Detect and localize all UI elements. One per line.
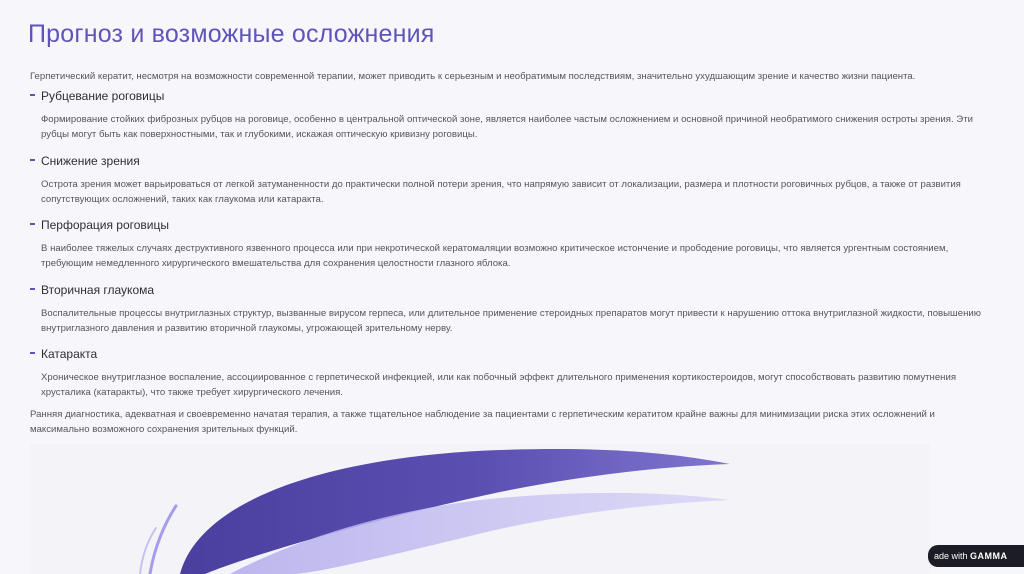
section-text: Воспалительные процессы внутриглазных структур, вызванные вирусом герпеса, или длительное применение стероидных препаратов могут привести к нарушению оттока внутриглазной жидкости, повышению внутриглазного давления и развитию вторичной глаукомы, угрожающей зрительному нерву. [41, 308, 981, 334]
section-text: Формирование стойких фиброзных рубцов на роговице, особенно в центральной оптической зоне, является наиболее частым осложнением и основной причиной необратимого снижения остроты зрения. Эти рубцы могут быть как поверхностными, так и глубокими, искажая оптическую кривизну роговицы. [41, 114, 973, 140]
section-title: Снижение зрения [41, 154, 140, 168]
section-scarring [30, 89, 990, 142]
page-title: Прогноз и возможные осложнения [28, 20, 435, 48]
section-text: В наиболее тяжелых случаях деструктивного язвенного процесса или при некротической кератомаляции возможно критическое истончение и прободение роговицы, что является ургентным состоянием, требующим немедленного хирургического вмешательства для сохранения целостности глазного яблока. [41, 243, 949, 269]
badge-prefix: ade with [934, 551, 971, 561]
eye-swoosh-icon [30, 444, 930, 574]
section-glaucoma [30, 283, 990, 336]
decorative-eye-illustration [30, 444, 930, 574]
section-title: Перфорация роговицы [41, 218, 169, 232]
bullet-dash-icon [30, 223, 35, 225]
section-text: Острота зрения может варьироваться от легкой затуманенности до практически полной потери зрения, что напрямую зависит от локализации, размера и плотности роговичных рубцов, а также от развития сопутствующих осложнений, таких как глаукома или катаракта. [41, 179, 961, 205]
intro-paragraph: Герпетический кератит, несмотря на возможности современной терапии, может приводить к серьезным и необратимым последствиям, значительно ухудшающим зрение и качество жизни пациента. [30, 71, 916, 82]
made-with-gamma-badge[interactable] [928, 545, 1024, 567]
gamma-logo-text: GAMMA [970, 551, 1008, 561]
section-cataract [30, 347, 990, 400]
outro-paragraph: Ранняя диагностика, адекватная и своевременно начатая терапия, а также тщательное наблюдение за пациентами с герпетическим кератитом крайне важны для минимизации риска этих осложнений и максимально возможного сохранения зрительных функций. [30, 409, 935, 435]
section-perforation [30, 218, 990, 271]
bullet-dash-icon [30, 288, 35, 290]
bullet-dash-icon [30, 352, 35, 354]
section-title: Катаракта [41, 347, 98, 361]
section-text: Хроническое внутриглазное воспаление, ассоциированное с герпетической инфекцией, или как побочный эффект длительного применения кортикостероидов, могут способствовать развитию помутнения хрусталика (катаракты), что также требует хирургического лечения. [41, 372, 957, 398]
bullet-dash-icon [30, 159, 35, 161]
section-title: Вторичная глаукома [41, 283, 155, 297]
bullet-dash-icon [30, 94, 35, 96]
section-title: Рубцевание роговицы [41, 89, 165, 103]
section-vision-loss [30, 154, 990, 207]
